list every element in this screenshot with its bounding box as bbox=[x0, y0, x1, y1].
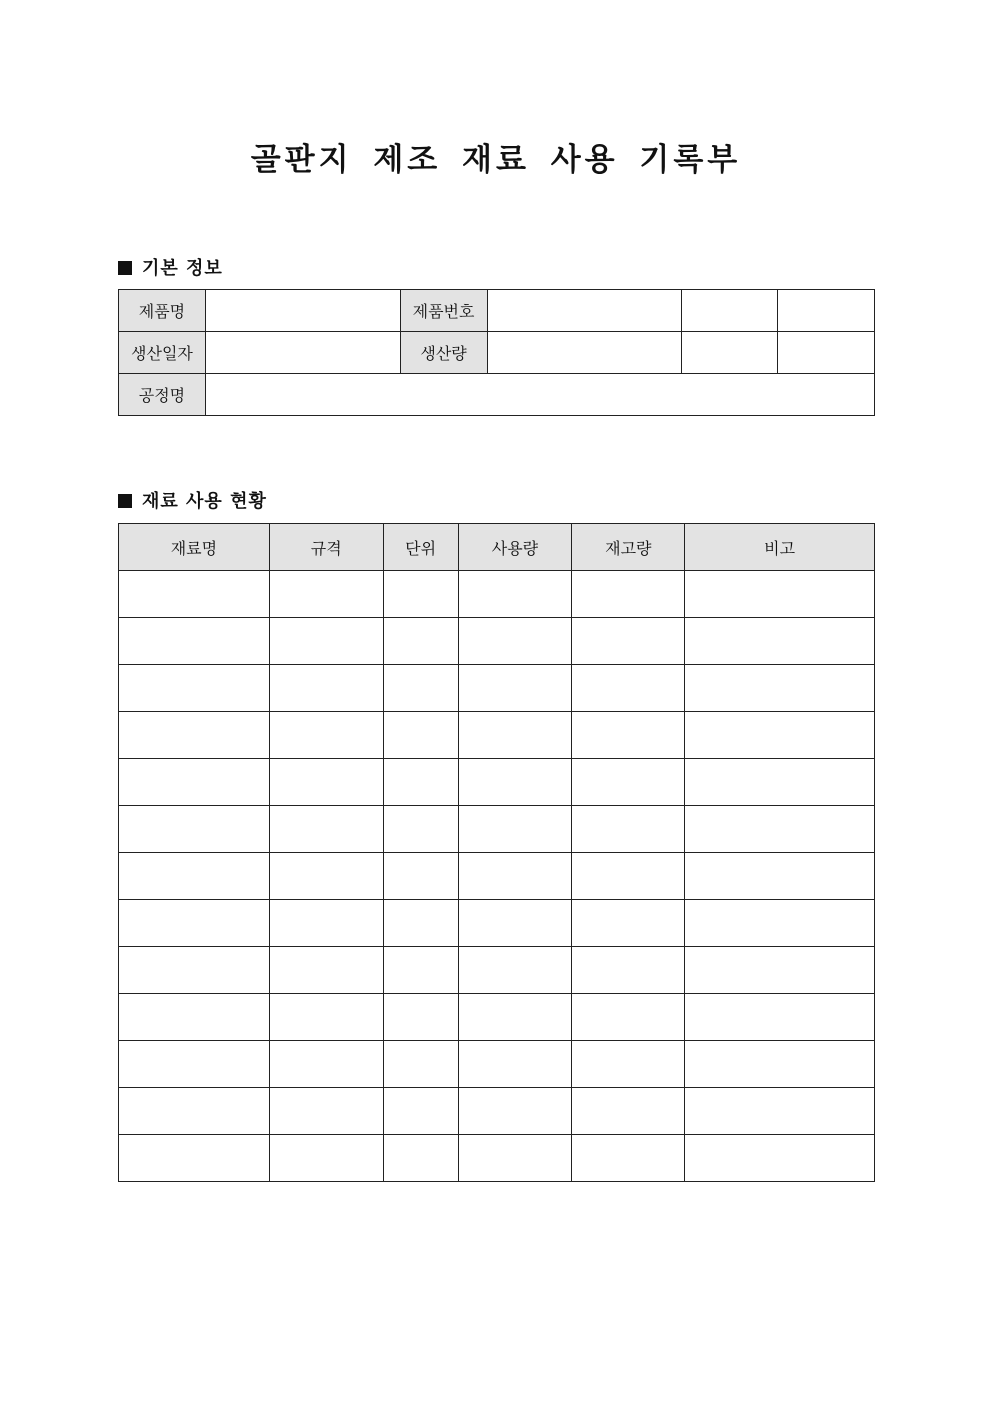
material-usage-heading-text: 재료 사용 현황 bbox=[142, 491, 267, 512]
specification-cell[interactable] bbox=[269, 1135, 383, 1182]
table-header-row bbox=[119, 524, 875, 571]
extra-field[interactable] bbox=[778, 332, 875, 374]
product-number-field[interactable] bbox=[487, 290, 682, 332]
column-header-unit: 단위 bbox=[383, 524, 458, 571]
unit-cell[interactable] bbox=[383, 1088, 458, 1135]
specification-cell[interactable] bbox=[269, 947, 383, 994]
specification-cell[interactable] bbox=[269, 759, 383, 806]
process-name-label: 공정명 bbox=[119, 374, 206, 416]
unit-cell[interactable] bbox=[383, 759, 458, 806]
material-name-cell[interactable] bbox=[119, 665, 270, 712]
production-date-field[interactable] bbox=[205, 332, 400, 374]
remarks-cell[interactable] bbox=[685, 806, 875, 853]
remarks-cell[interactable] bbox=[685, 665, 875, 712]
material-name-cell[interactable] bbox=[119, 806, 270, 853]
extra-field[interactable] bbox=[682, 290, 778, 332]
specification-cell[interactable] bbox=[269, 712, 383, 759]
document-title: 골판지 제조 재료 사용 기록부 bbox=[250, 142, 742, 178]
table-row bbox=[119, 947, 875, 994]
table-row bbox=[119, 618, 875, 665]
usage-amount-cell[interactable] bbox=[458, 759, 572, 806]
remarks-cell[interactable] bbox=[685, 947, 875, 994]
table-row bbox=[119, 1088, 875, 1135]
unit-cell[interactable] bbox=[383, 618, 458, 665]
specification-cell[interactable] bbox=[269, 853, 383, 900]
unit-cell[interactable] bbox=[383, 571, 458, 618]
production-quantity-field[interactable] bbox=[487, 332, 682, 374]
material-name-cell[interactable] bbox=[119, 994, 270, 1041]
basic-info-heading-text: 기본 정보 bbox=[142, 258, 223, 279]
table-row bbox=[119, 571, 875, 618]
specification-cell[interactable] bbox=[269, 994, 383, 1041]
remarks-cell[interactable] bbox=[685, 712, 875, 759]
basic-info-row-production bbox=[119, 332, 875, 374]
usage-amount-cell[interactable] bbox=[458, 1135, 572, 1182]
usage-amount-cell[interactable] bbox=[458, 900, 572, 947]
product-number-label: 제품번호 bbox=[400, 290, 487, 332]
usage-amount-cell[interactable] bbox=[458, 618, 572, 665]
unit-cell[interactable] bbox=[383, 1041, 458, 1088]
remarks-cell[interactable] bbox=[685, 571, 875, 618]
remarks-cell[interactable] bbox=[685, 900, 875, 947]
material-name-cell[interactable] bbox=[119, 947, 270, 994]
usage-amount-cell[interactable] bbox=[458, 1041, 572, 1088]
unit-cell[interactable] bbox=[383, 712, 458, 759]
stock-amount-cell[interactable] bbox=[572, 618, 685, 665]
square-bullet-icon bbox=[118, 261, 132, 275]
specification-cell[interactable] bbox=[269, 571, 383, 618]
material-name-cell[interactable] bbox=[119, 759, 270, 806]
column-header-specification: 규격 bbox=[269, 524, 383, 571]
material-name-cell[interactable] bbox=[119, 1041, 270, 1088]
stock-amount-cell[interactable] bbox=[572, 571, 685, 618]
remarks-cell[interactable] bbox=[685, 1135, 875, 1182]
remarks-cell[interactable] bbox=[685, 759, 875, 806]
column-header-usage-amount: 사용량 bbox=[458, 524, 572, 571]
basic-info-row-product bbox=[119, 290, 875, 332]
table-row bbox=[119, 759, 875, 806]
specification-cell[interactable] bbox=[269, 618, 383, 665]
table-row bbox=[119, 853, 875, 900]
column-header-remarks: 비고 bbox=[685, 524, 875, 571]
usage-amount-cell[interactable] bbox=[458, 947, 572, 994]
table-row bbox=[119, 712, 875, 759]
column-header-stock-amount: 재고량 bbox=[572, 524, 685, 571]
specification-cell[interactable] bbox=[269, 900, 383, 947]
unit-cell[interactable] bbox=[383, 665, 458, 712]
unit-cell[interactable] bbox=[383, 853, 458, 900]
unit-cell[interactable] bbox=[383, 947, 458, 994]
production-date-label: 생산일자 bbox=[119, 332, 206, 374]
usage-amount-cell[interactable] bbox=[458, 806, 572, 853]
table-row bbox=[119, 1135, 875, 1182]
material-usage-heading bbox=[118, 487, 267, 513]
stock-amount-cell[interactable] bbox=[572, 712, 685, 759]
table-row bbox=[119, 806, 875, 853]
column-header-material-name: 재료명 bbox=[119, 524, 270, 571]
usage-amount-cell[interactable] bbox=[458, 712, 572, 759]
material-name-cell[interactable] bbox=[119, 900, 270, 947]
table-row bbox=[119, 900, 875, 947]
stock-amount-cell[interactable] bbox=[572, 900, 685, 947]
material-name-cell[interactable] bbox=[119, 712, 270, 759]
material-usage-table bbox=[118, 523, 875, 1182]
usage-amount-cell[interactable] bbox=[458, 994, 572, 1041]
remarks-cell[interactable] bbox=[685, 618, 875, 665]
stock-amount-cell[interactable] bbox=[572, 947, 685, 994]
unit-cell[interactable] bbox=[383, 1135, 458, 1182]
usage-amount-cell[interactable] bbox=[458, 665, 572, 712]
material-name-cell[interactable] bbox=[119, 618, 270, 665]
extra-field[interactable] bbox=[682, 332, 778, 374]
stock-amount-cell[interactable] bbox=[572, 853, 685, 900]
square-bullet-icon bbox=[118, 494, 132, 508]
table-row bbox=[119, 994, 875, 1041]
remarks-cell[interactable] bbox=[685, 1088, 875, 1135]
product-name-label: 제품명 bbox=[119, 290, 206, 332]
usage-amount-cell[interactable] bbox=[458, 571, 572, 618]
stock-amount-cell[interactable] bbox=[572, 1135, 685, 1182]
specification-cell[interactable] bbox=[269, 665, 383, 712]
stock-amount-cell[interactable] bbox=[572, 759, 685, 806]
unit-cell[interactable] bbox=[383, 994, 458, 1041]
material-name-cell[interactable] bbox=[119, 1088, 270, 1135]
stock-amount-cell[interactable] bbox=[572, 665, 685, 712]
extra-field[interactable] bbox=[778, 290, 875, 332]
specification-cell[interactable] bbox=[269, 1041, 383, 1088]
stock-amount-cell[interactable] bbox=[572, 1088, 685, 1135]
basic-info-row-process bbox=[119, 374, 875, 416]
stock-amount-cell[interactable] bbox=[572, 806, 685, 853]
stock-amount-cell[interactable] bbox=[572, 994, 685, 1041]
table-row bbox=[119, 1041, 875, 1088]
process-name-field[interactable] bbox=[205, 374, 874, 416]
remarks-cell[interactable] bbox=[685, 853, 875, 900]
stock-amount-cell[interactable] bbox=[572, 1041, 685, 1088]
specification-cell[interactable] bbox=[269, 1088, 383, 1135]
unit-cell[interactable] bbox=[383, 900, 458, 947]
usage-amount-cell[interactable] bbox=[458, 853, 572, 900]
table-row bbox=[119, 665, 875, 712]
material-usage-body bbox=[119, 571, 875, 1182]
usage-amount-cell[interactable] bbox=[458, 1088, 572, 1135]
basic-info-table bbox=[118, 289, 875, 416]
basic-info-heading bbox=[118, 254, 223, 280]
material-name-cell[interactable] bbox=[119, 1135, 270, 1182]
remarks-cell[interactable] bbox=[685, 994, 875, 1041]
material-name-cell[interactable] bbox=[119, 571, 270, 618]
production-quantity-label: 생산량 bbox=[400, 332, 487, 374]
product-name-field[interactable] bbox=[205, 290, 400, 332]
unit-cell[interactable] bbox=[383, 806, 458, 853]
remarks-cell[interactable] bbox=[685, 1041, 875, 1088]
specification-cell[interactable] bbox=[269, 806, 383, 853]
material-name-cell[interactable] bbox=[119, 853, 270, 900]
